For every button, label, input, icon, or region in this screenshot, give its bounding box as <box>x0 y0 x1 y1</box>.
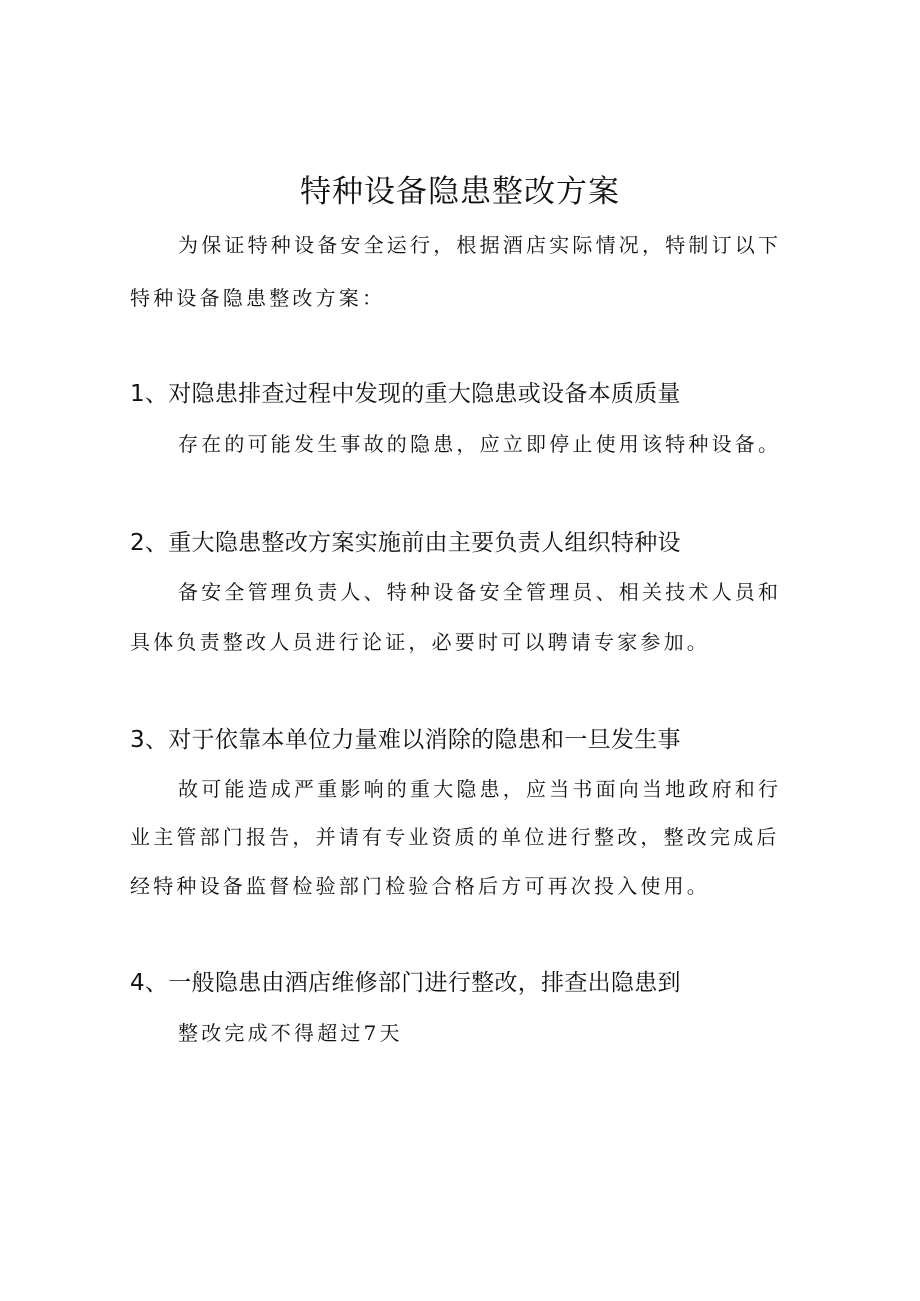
section-3-heading: 3、对于依靠本单位力量难以消除的隐患和一旦发生事 <box>130 727 681 753</box>
intro-line-2: 特种设备隐患整改方案： <box>130 286 386 310</box>
section-3-line-2: 业主管部门报告，并请有专业资质的单位进行整改，整改完成后 <box>130 825 780 849</box>
section-1-line-1: 存在的可能发生事故的隐患，应立即停止使用该特种设备。 <box>178 432 782 456</box>
intro-line-1: 为保证特种设备安全运行，根据酒店实际情况，特制订以下 <box>178 233 782 257</box>
section-2-heading: 2、重大隐患整改方案实施前由主要负责人组织特种设 <box>130 530 681 556</box>
section-1-heading: 1、对隐患排查过程中发现的重大隐患或设备本质质量 <box>130 381 681 407</box>
section-4-heading: 4、一般隐患由酒店维修部门进行整改，排查出隐患到 <box>130 970 681 996</box>
section-3-line-1: 故可能造成严重影响的重大隐患，应当书面向当地政府和行 <box>178 777 782 801</box>
document-title: 特种设备隐患整改方案 <box>300 174 620 210</box>
section-2-line-2: 具体负责整改人员进行论证，必要时可以聘请专家参加。 <box>130 630 710 654</box>
section-4-line-1: 整改完成不得超过7天 <box>178 1021 403 1045</box>
section-3-line-3: 经特种设备监督检验部门检验合格后方可再次投入使用。 <box>130 874 710 898</box>
section-2-line-1: 备安全管理负责人、特种设备安全管理员、相关技术人员和 <box>178 580 782 604</box>
